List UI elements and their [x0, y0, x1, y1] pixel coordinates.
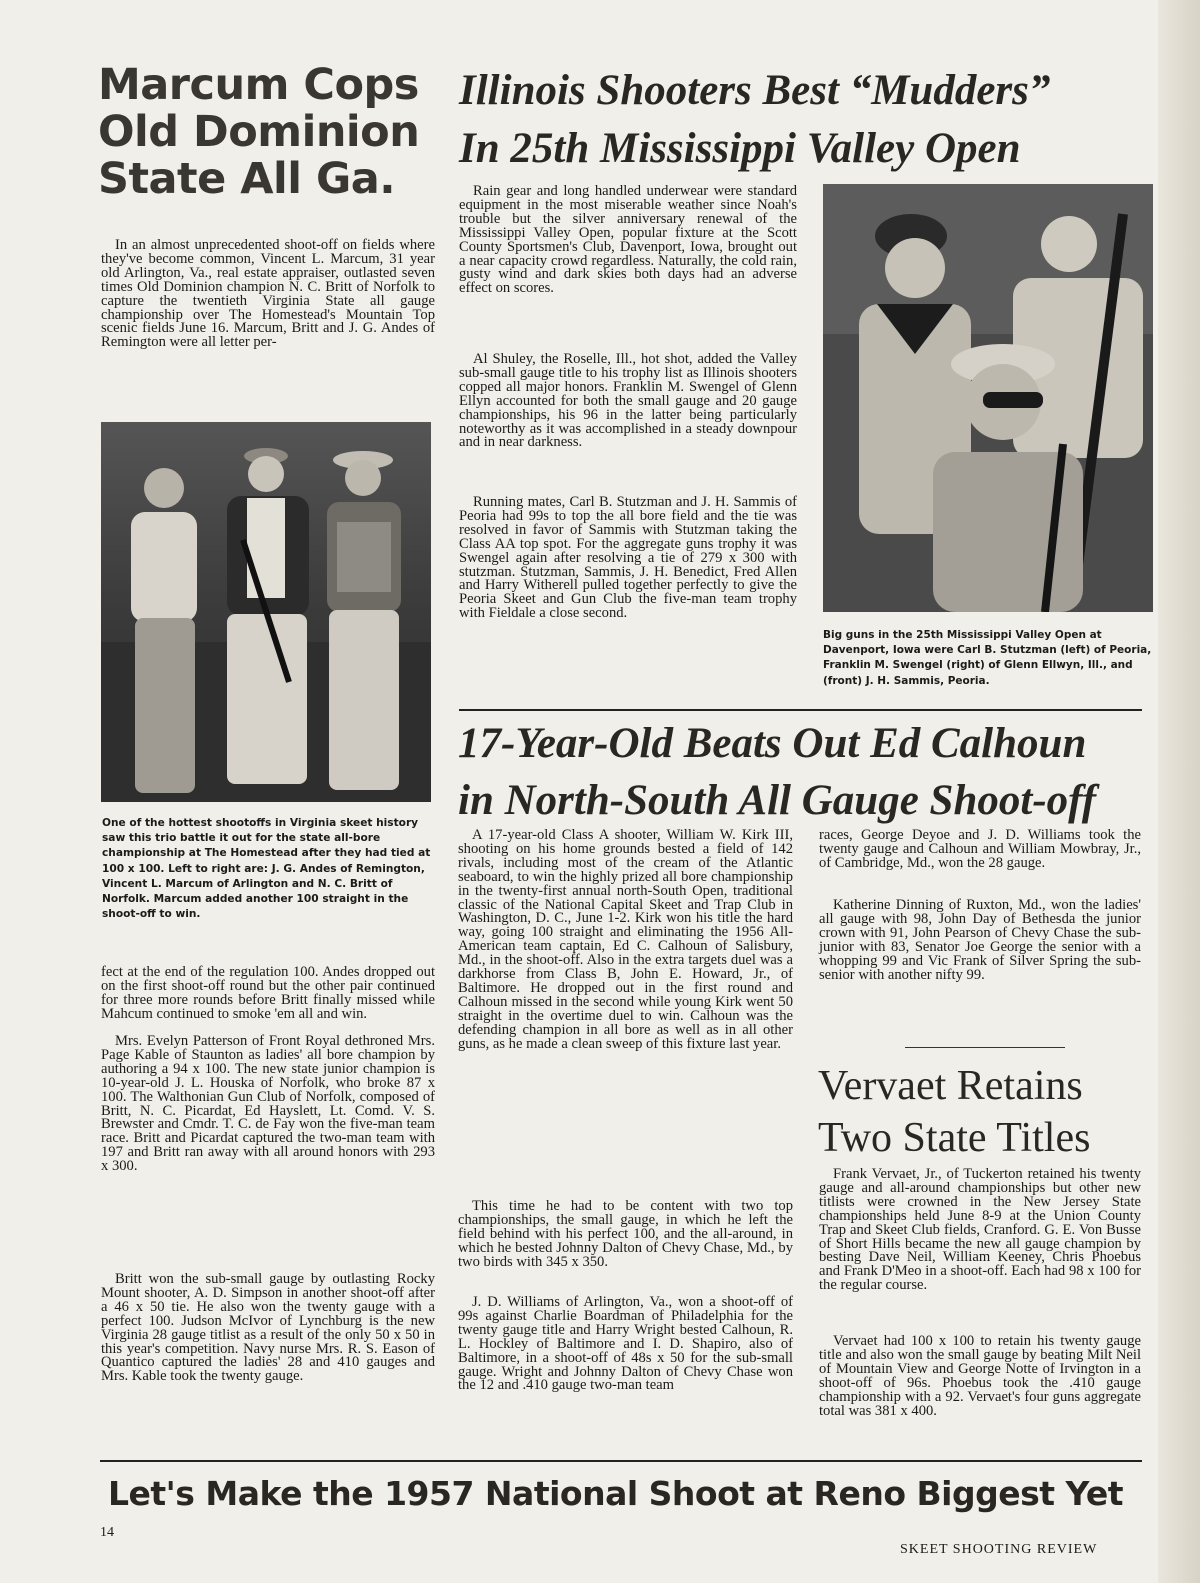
article2-paragraph: Rain gear and long handled underwear were standard equipment in the most miserable weather since Noah's trouble but the silver anniversary renewal of the Mississippi Valley Open, popular fixture at the Scott County Sportsmen's Club, Davenport, Iowa, brought out a near capacity crowd regardless. Naturally, the cold rain, gusty wind and dark skies both days had an adverse effect on scores. [459, 183, 797, 297]
article1-headline-line1: Marcum Cops [98, 60, 419, 110]
article3-headline-line1: 17-Year-Old Beats Out Ed Calhoun [458, 720, 1087, 767]
article2-photo-caption: Big guns in the 25th Mississippi Valley Open at Davenport, Iowa were Carl B. Stutzman (left) of Peoria, Franklin M. Swengel (right) of Glenn Ellwyn, Ill., and (front) J. H. Sammis, Peoria. [823, 629, 1152, 687]
footer-rule [100, 1460, 1142, 1462]
page-number: 14 [100, 1525, 114, 1540]
adjacent-page-edge [1158, 0, 1200, 1583]
article3-paragraph: Katherine Dinning of Ruxton, Md., won the ladies' all gauge with 98, John Day of Bethesda the junior crown with 91, John Pearson of Chevy Chase the sub-junior with 83, Senator Joe George the senior with a whopping 99 and Vic Frank of Silver Spring the sub-senior with another nifty 99. [819, 897, 1141, 983]
article2-paragraph: Running mates, Carl B. Stutzman and J. H. Sammis of Peoria had 99s to top the all bore field and the tie was resolved in favor of Sammis with Stutzman taking the Class AA top spot. For the aggregate guns trophy it was Swengel again after resolving a tie of 279 x 300 with stutzman. Stutzman, Sammis, J. H. Benedict, Fred Allen and Harry Witherell pulled together perfectly to give the Peoria Skeet and Gun Club the five-man team trophy with Fieldale a close second. [459, 494, 797, 622]
article1-paragraph: In an almost unprecedented shoot-off on fields where they've become common, Vincent L. Marcum, 31 year old Arlington, Va., real estate appraiser, outlasted seven times Old Dominion champion N. C. Britt of Norfolk to capture the twentieth Virginia State all gauge championship over The Homestead's Mountain Top scenic fields June 16. Marcum, Britt and J. G. Andes of Remington were all letter per- [101, 237, 435, 351]
article3-paragraph: races, George Deyoe and J. D. Williams took the twenty gauge and Calhoun and William Mowbray, Jr., of Cambridge, Md., won the 28 gauge. [819, 827, 1141, 871]
magazine-name: SKEET SHOOTING REVIEW [900, 1542, 1098, 1557]
article1-paragraph: Britt won the sub-small gauge by outlasting Rocky Mount shooter, A. D. Simpson in another shoot-off after a 46 x 50 tie. He also won the twenty gauge with a perfect 100. Judson McIvor of Lynchburg is the new Virginia 28 gauge titlist as a result of the only 50 x 50 in this year's competition. Navy nurse Mrs. R. S. Eason of Quantico captured the ladies' 28 and 410 gauges and Mrs. Kable took the twenty gauge. [101, 1271, 435, 1385]
article3-paragraph: This time he had to be content with two top championships, the small gauge, in which he left the field behind with his perfect 100, and the all-around, in which he bested Johnny Dalton of Chevy Chase, Md., by two birds with 345 x 350. [458, 1198, 793, 1270]
article2-headline [459, 62, 1159, 178]
article4-paragraph: Vervaet had 100 x 100 to retain his twenty gauge title and also won the small gauge by beating Milt Neil of Mountain View and George Notte of Irvington in a shoot-off of 96s. Phoebus took the .410 gauge championship with a 92. Vervaet's four guns aggregate total was 381 x 400. [819, 1333, 1141, 1419]
article1-photo [101, 422, 431, 802]
article2-paragraph: Al Shuley, the Roselle, Ill., hot shot, added the Valley sub-small gauge title to his trophy list as Illinois shooters copped all major honors. Franklin M. Swengel of Glenn Ellyn accounted for both the small gauge and 20 gauge championships, his 96 in the latter being particularly noteworthy as it was accomplished in a steady downpour and in near darkness. [459, 351, 797, 451]
article2-headline-line1: Illinois Shooters Best “Mudders” [459, 67, 1051, 114]
article3-headline-line2: in North-South All Gauge Shoot-off [458, 777, 1097, 824]
article4-headline-line1: Vervaet Retains [818, 1063, 1083, 1109]
article1-paragraph: fect at the end of the regulation 100. Andes dropped out on the first shoot-off round but the other pair continued for three more rounds before Britt finally missed while Mahcum continued to smoke 'em all and win. [101, 964, 435, 1022]
article3-paragraph: A 17-year-old Class A shooter, William W. Kirk III, shooting on his home grounds bested a field of 142 rivals, including most of the cream of the Atlantic seaboard, to win the highly prized all bore championship in the twenty-first annual north-South Open, traditional classic of the National Capital Skeet and Trap Club in Washington, D. C., June 1-2. Kirk won his title the hard way, going 100 straight and eliminating the 1956 All-American team captain, Ed C. Calhoun of Salisbury, Md., in the shoot-off. Also in the extra targets duel was a darkhorse from Class B, John E. Howard, Jr., of Baltimore. He dropped out in the first round and Calhoun missed in the second while young Kirk went 50 straight in the overtime duel to win. Calhoun was the defending champion in all bore as well as in all other guns, as he made a clean sweep of this fixture last year. [458, 827, 793, 1052]
section-divider [459, 709, 1142, 711]
article4-headline [818, 1060, 1148, 1164]
article1-headline-line2: Old Dominion [98, 107, 420, 157]
article1-photo-caption: One of the hottest shootoffs in Virginia skeet history saw this trio battle it out for the state all-bore championship at The Homestead after they had tied at 100 x 100. Left to right are: J. G. Andes of Remington, Vincent L. Marcum of Arlington and N. C. Britt of Norfolk. Marcum added another 100 straight in the shoot-off to win. [102, 817, 431, 921]
article2-headline-line2: In 25th Mississippi Valley Open [459, 125, 1021, 172]
article4-paragraph: Frank Vervaet, Jr., of Tuckerton retained his twenty gauge and all-around championships but other new titlists were crowned in the New Jersey State championships held June 8-9 at the Union County Trap and Skeet Club fields, Cranford. G. E. Von Busse of Short Hills became the new all gauge champion by besting Dave Neil, William Keeney, Chris Phoebus and Frank D'Meo in a shoot-off. Each had 98 x 100 for the regular course. [819, 1166, 1141, 1294]
article1-paragraph: Mrs. Evelyn Patterson of Front Royal dethroned Mrs. Page Kable of Staunton as ladies' all bore champion by authoring a 94 x 100. The new state junior champion is 10-year-old J. L. Houska of Norfolk, who broke 87 x 100. The Walthonian Gun Club of Norfolk, composed of Britt, N. C. Picardat, Ed Hayslett, Lt. Comd. V. S. Brewster and Cmdr. T. C. de Fay won the five-man team race. Britt and Picardat captured the two-man team with 197 and Britt ran away with all around honors with 293 x 300. [101, 1033, 435, 1175]
short-divider [905, 1047, 1065, 1048]
article3-paragraph: J. D. Williams of Arlington, Va., won a shoot-off of 99s against Charlie Boardman of Philadelphia for the twenty gauge title and Harry Wright bested Calhoun, R. L. Hockley of Baltimore and I. D. Shapiro, also of Baltimore, in a shoot-off of 48s x 50 for the sub-small gauge. Wright and Johnny Dalton of Chevy Chase won the 12 and .410 gauge two-man team [458, 1294, 793, 1394]
article1-headline [98, 62, 438, 203]
article4-headline-line2: Two State Titles [818, 1115, 1091, 1161]
article1-headline-line3: State All Ga. [98, 154, 396, 204]
footer-banner: Let's Make the 1957 National Shoot at Reno Biggest Yet [108, 1474, 1123, 1513]
article2-photo [823, 184, 1153, 612]
article3-headline [458, 715, 1158, 829]
